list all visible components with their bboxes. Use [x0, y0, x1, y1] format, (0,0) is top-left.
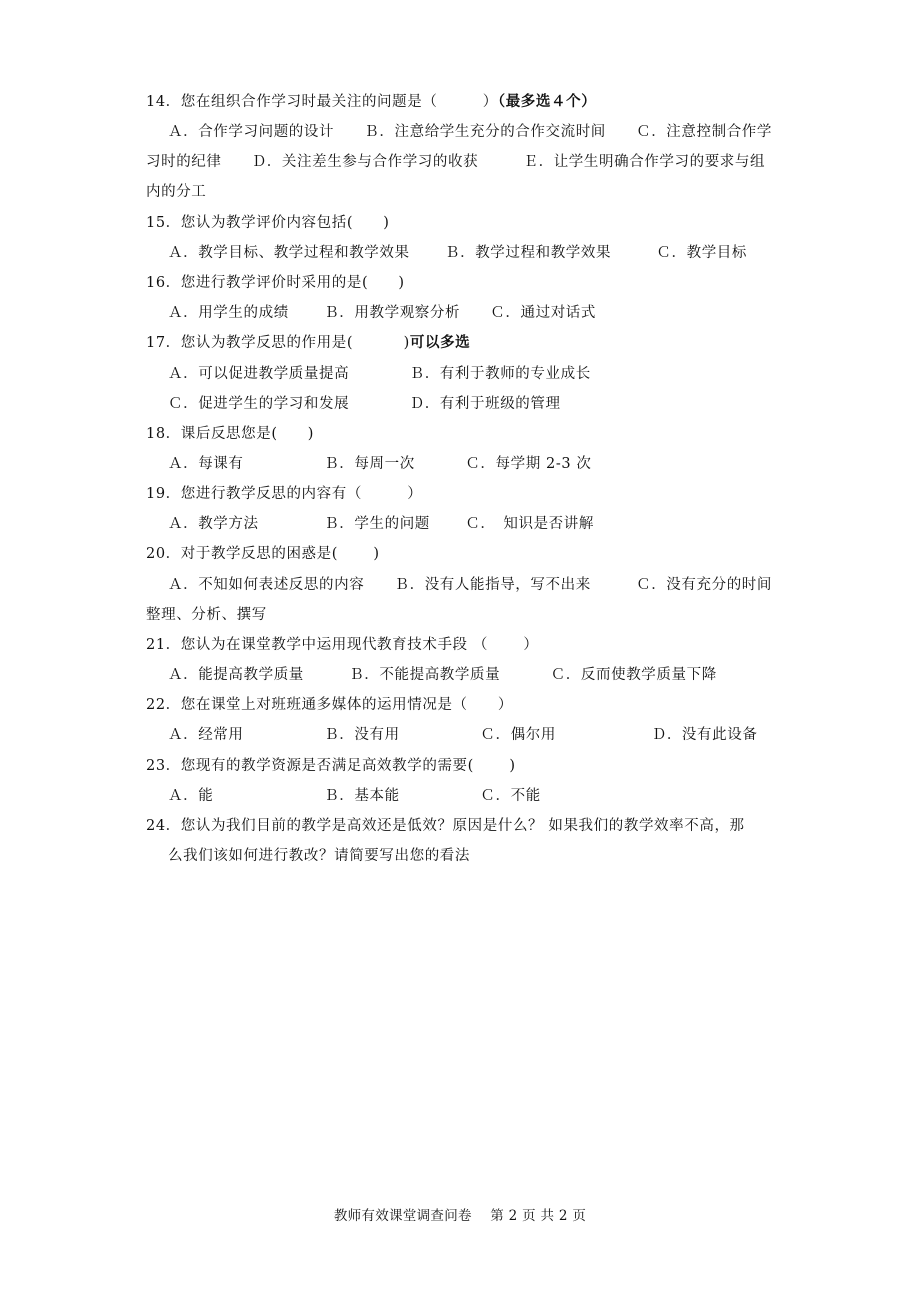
question-16-stem: 16．您进行教学评价时采用的是( ) — [146, 275, 405, 291]
question-17-options-line2: Ｃ．促进学生的学习和发展 Ｄ．有利于班级的管理 — [168, 396, 561, 412]
question-21-options: Ａ．能提高教学质量 Ｂ．不能提高教学质量 Ｃ．反而使教学质量下降 — [168, 667, 717, 683]
question-24-stem: 24．您认为我们目前的教学是高效还是低效？原因是什么？ 如果我们的教学效率不高，那 — [146, 818, 745, 834]
question-14-stem: 14．您在组织合作学习时最关注的问题是（ ） — [146, 94, 498, 110]
question-17-options-line1: Ａ．可以促进教学质量提高 Ｂ．有利于教师的专业成长 — [168, 366, 591, 382]
question-19-stem: 19．您进行教学反思的内容有（ ） — [146, 486, 423, 502]
question-19-options: Ａ．教学方法 Ｂ．学生的问题 Ｃ． 知识是否讲解 — [168, 516, 594, 532]
question-23-stem: 23．您现有的教学资源是否满足高效教学的需要( ) — [146, 758, 516, 774]
question-18-options: Ａ．每课有 Ｂ．每周一次 Ｃ．每学期 2-3 次 — [168, 456, 592, 472]
question-14-options-line3: 内的分工 — [146, 184, 207, 200]
question-18-stem: 18．课后反思您是( ) — [146, 426, 315, 442]
question-14-options-line2: 习时的纪律 Ｄ．关注差生参与合作学习的收获 Ｅ．让学生明确合作学习的要求与组 — [146, 154, 766, 170]
question-17 — [146, 333, 470, 353]
question-14-note: （最多选４个） — [497, 93, 597, 110]
question-14-options-line1: Ａ．合作学习问题的设计 Ｂ．注意给学生充分的合作交流时间 Ｃ．注意控制合作学 — [168, 124, 772, 140]
question-14 — [146, 92, 596, 112]
question-20-options-line1: Ａ．不知如何表述反思的内容 Ｂ．没有人能指导，写不出来 Ｃ．没有充分的时间 — [168, 577, 772, 593]
question-20-stem: 20．对于教学反思的困惑是( ) — [146, 546, 380, 562]
question-15-options: Ａ．教学目标、教学过程和教学效果 Ｂ．教学过程和教学效果 Ｃ．教学目标 — [168, 245, 748, 261]
question-15-stem: 15．您认为教学评价内容包括( ) — [146, 215, 390, 231]
question-22-options: Ａ．经常用 Ｂ．没有用 Ｃ．偶尔用 Ｄ．没有此设备 — [168, 727, 758, 743]
question-24-stem-continued: 么我们该如何进行教改？请简要写出您的看法 — [168, 848, 470, 864]
page-footer: 教师有效课堂调查问卷 第 2 页 共 2 页 — [333, 1208, 587, 1224]
question-23-options: Ａ．能 Ｂ．基本能 Ｃ．不能 — [168, 788, 541, 804]
question-17-stem: 17．您认为教学反思的作用是( ) — [146, 335, 410, 351]
question-16-options: Ａ．用学生的成绩 Ｂ．用教学观察分析 Ｃ．通过对话式 — [168, 305, 597, 321]
question-21-stem: 21．您认为在课堂教学中运用现代教育技术手段 （ ） — [146, 637, 539, 653]
question-20-options-line2: 整理、分析、撰写 — [146, 607, 267, 623]
question-22-stem: 22．您在课堂上对班班通多媒体的运用情况是（ ） — [146, 697, 513, 713]
question-17-note: 可以多选 — [409, 334, 471, 351]
